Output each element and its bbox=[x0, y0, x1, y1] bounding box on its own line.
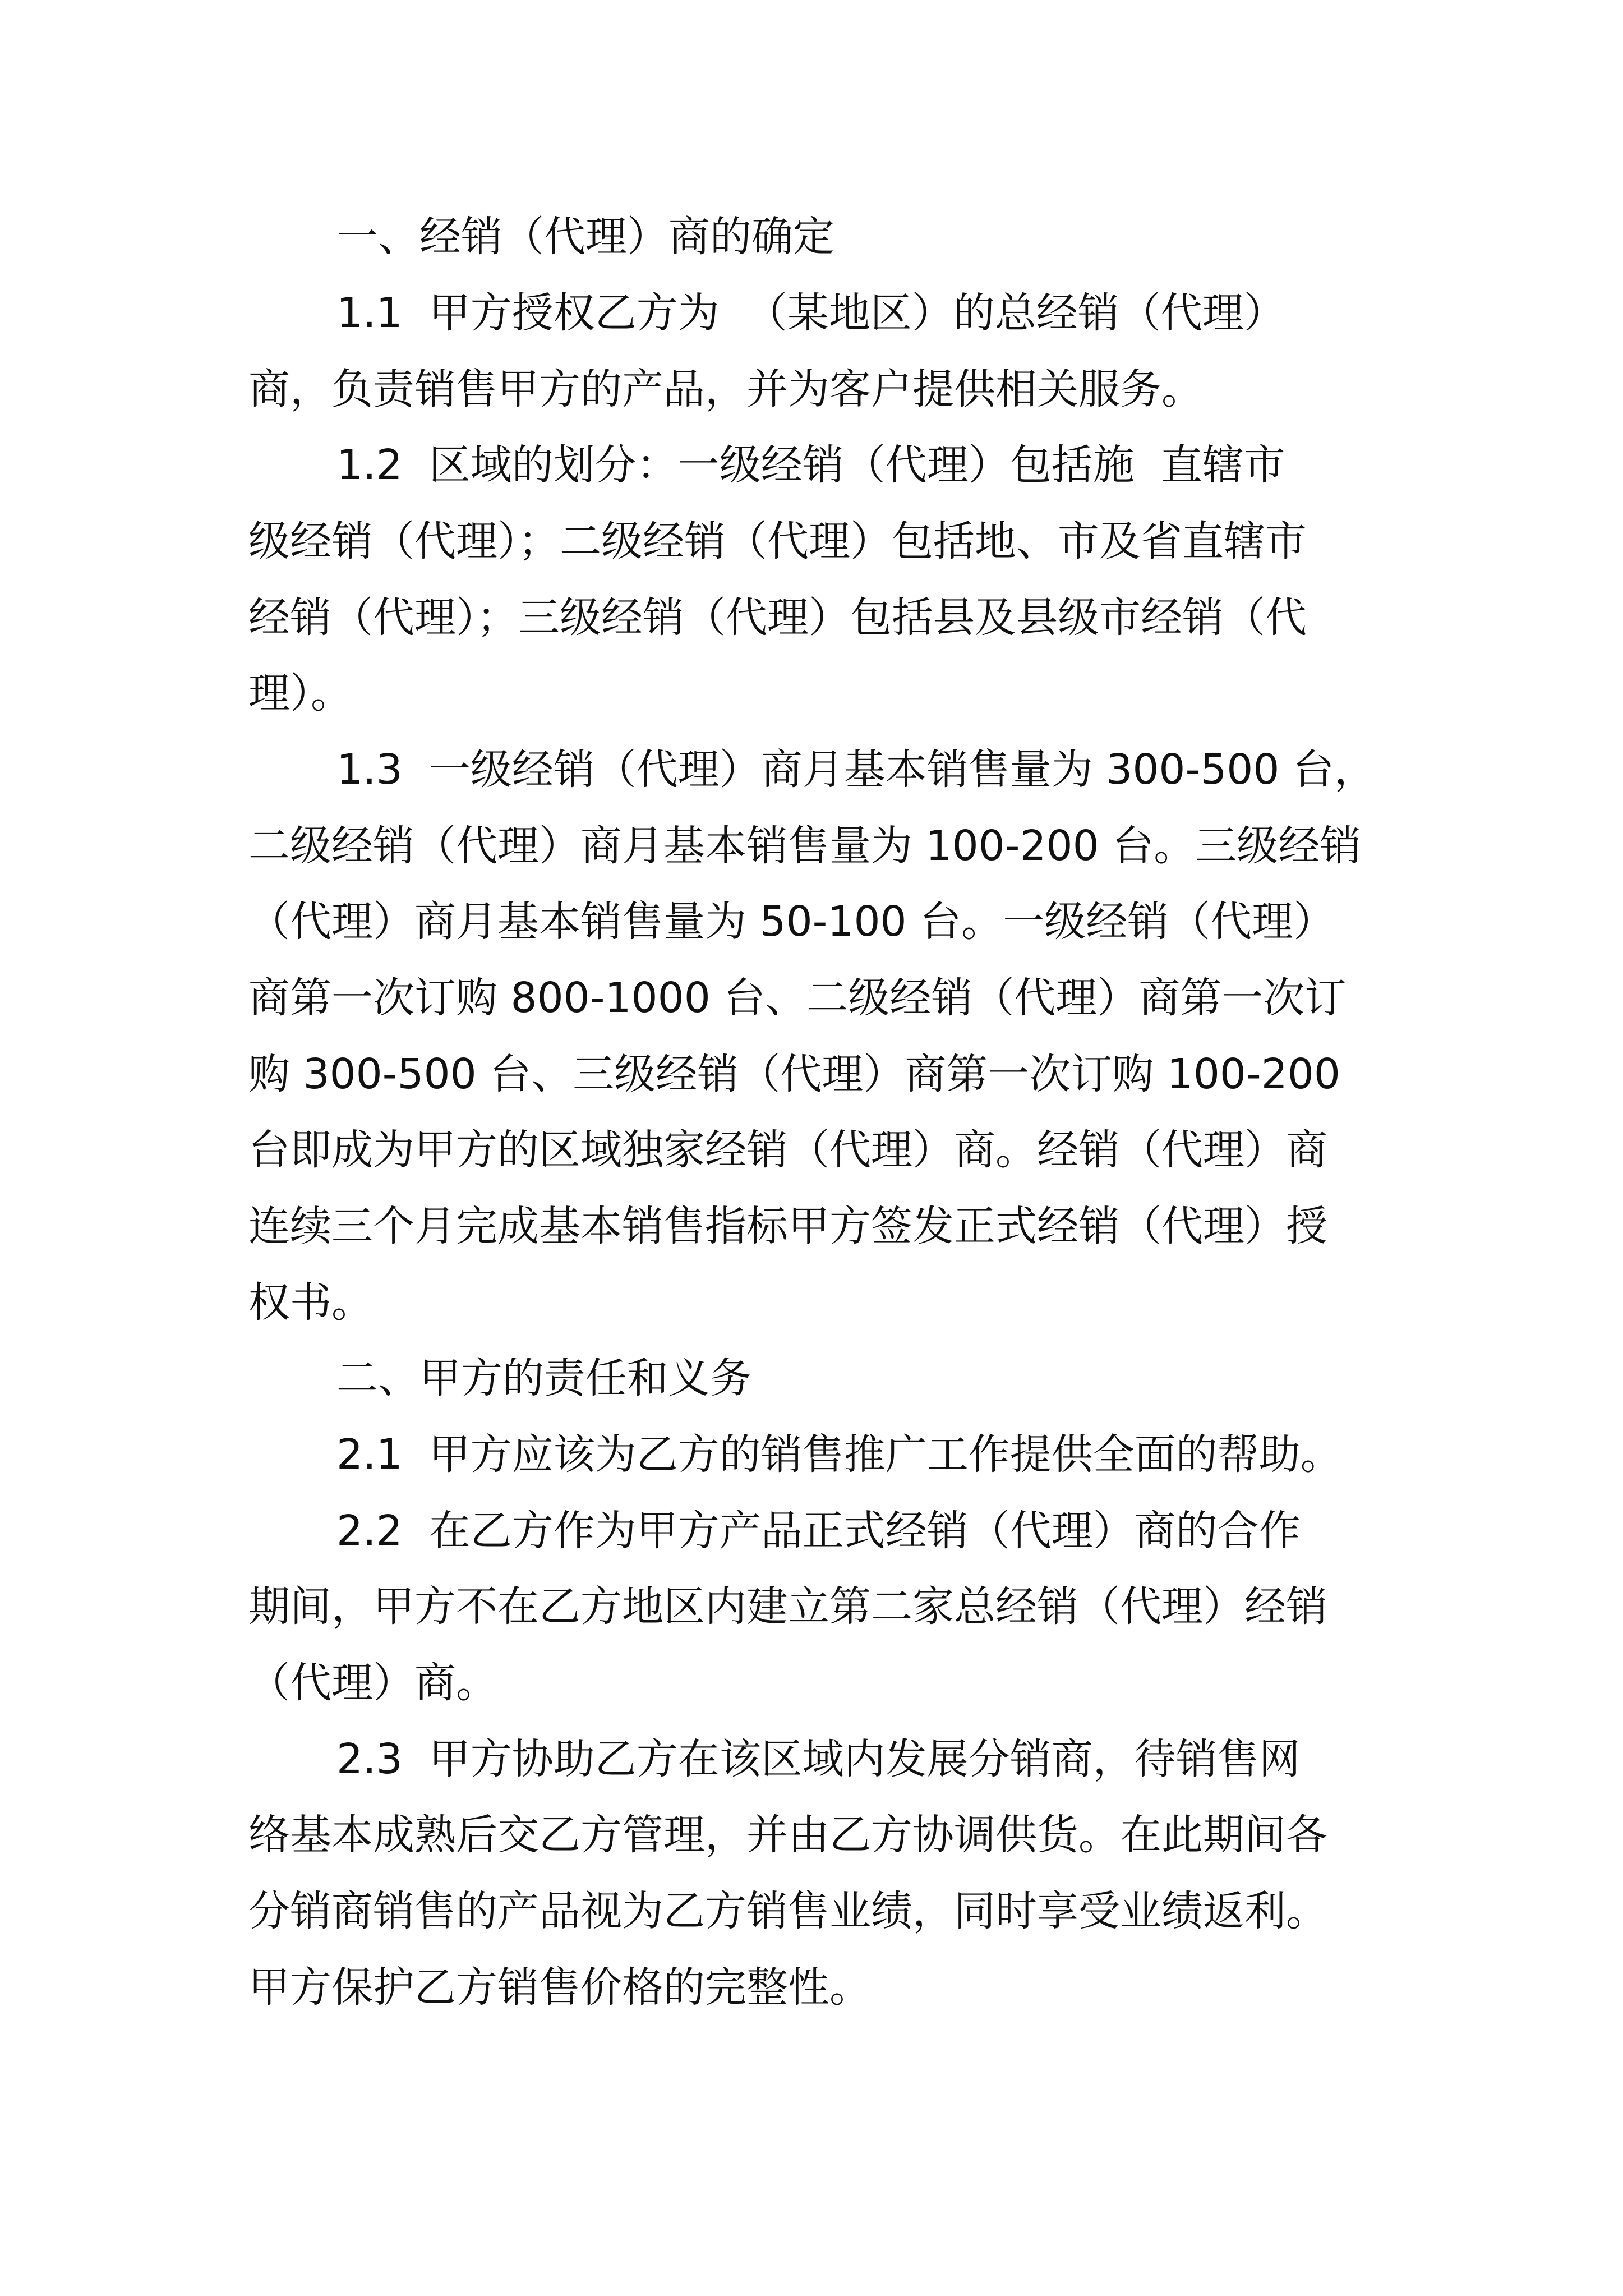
paragraph-line: 2.1 甲方应该为乙方的销售推广工作提供全面的帮助。 bbox=[336, 1430, 1342, 1479]
paragraph-line: 商，负责销售甲方的产品，并为客户提供相关服务。 bbox=[248, 365, 1203, 413]
paragraph-line: 购 300-500 台、三级经销（代理）商第一次订购 100-200 bbox=[248, 1050, 1340, 1098]
paragraph-line: 台即成为甲方的区域独家经销（代理）商。经销（代理）商 bbox=[248, 1126, 1327, 1174]
paragraph-line: 1.1 甲方授权乙方为 （某地区）的总经销（代理） bbox=[336, 289, 1285, 337]
section-heading-2: 二、甲方的责任和义务 bbox=[336, 1354, 751, 1402]
paragraph-line: 权书。 bbox=[248, 1278, 373, 1327]
paragraph-line: 2.3 甲方协助乙方在该区域内发展分销商，待销售网 bbox=[336, 1735, 1301, 1783]
paragraph-line: 连续三个月完成基本销售指标甲方签发正式经销（代理）授 bbox=[248, 1202, 1327, 1250]
paragraph-line: （代理）商。 bbox=[248, 1659, 497, 1707]
paragraph-line: 级经销（代理）；二级经销（代理）包括地、市及省直辖市 bbox=[248, 517, 1307, 565]
paragraph-line: 1.2 区域的划分：一级经销（代理）包括施 直辖市 bbox=[336, 441, 1285, 489]
paragraph-line: 1.3 一级经销（代理）商月基本销售量为 300-500 台， bbox=[336, 746, 1376, 794]
paragraph-line: 甲方保护乙方销售价格的完整性。 bbox=[248, 1963, 871, 2012]
paragraph-line: 理）。 bbox=[248, 669, 352, 717]
paragraph-line: 期间，甲方不在乙方地区内建立第二家总经销（代理）经销 bbox=[248, 1582, 1327, 1631]
paragraph-line: 2.2 在乙方作为甲方产品正式经销（代理）商的合作 bbox=[336, 1507, 1301, 1555]
paragraph-line: 经销（代理）；三级经销（代理）包括县及县级市经销（代 bbox=[248, 593, 1307, 642]
paragraph-line: 络基本成熟后交乙方管理，并由乙方协调供货。在此期间各 bbox=[248, 1811, 1327, 1859]
paragraph-line: 商第一次订购 800-1000 台、二级经销（代理）商第一次订 bbox=[248, 974, 1347, 1022]
section-heading-1: 一、经销（代理）商的确定 bbox=[336, 213, 834, 261]
paragraph-line: 分销商销售的产品视为乙方销售业绩，同时享受业绩返利。 bbox=[248, 1887, 1327, 1935]
paragraph-line: 二级经销（代理）商月基本销售量为 100-200 台。三级经销 bbox=[248, 822, 1362, 870]
paragraph-line: （代理）商月基本销售量为 50-100 台。一级经销（代理） bbox=[248, 898, 1335, 946]
